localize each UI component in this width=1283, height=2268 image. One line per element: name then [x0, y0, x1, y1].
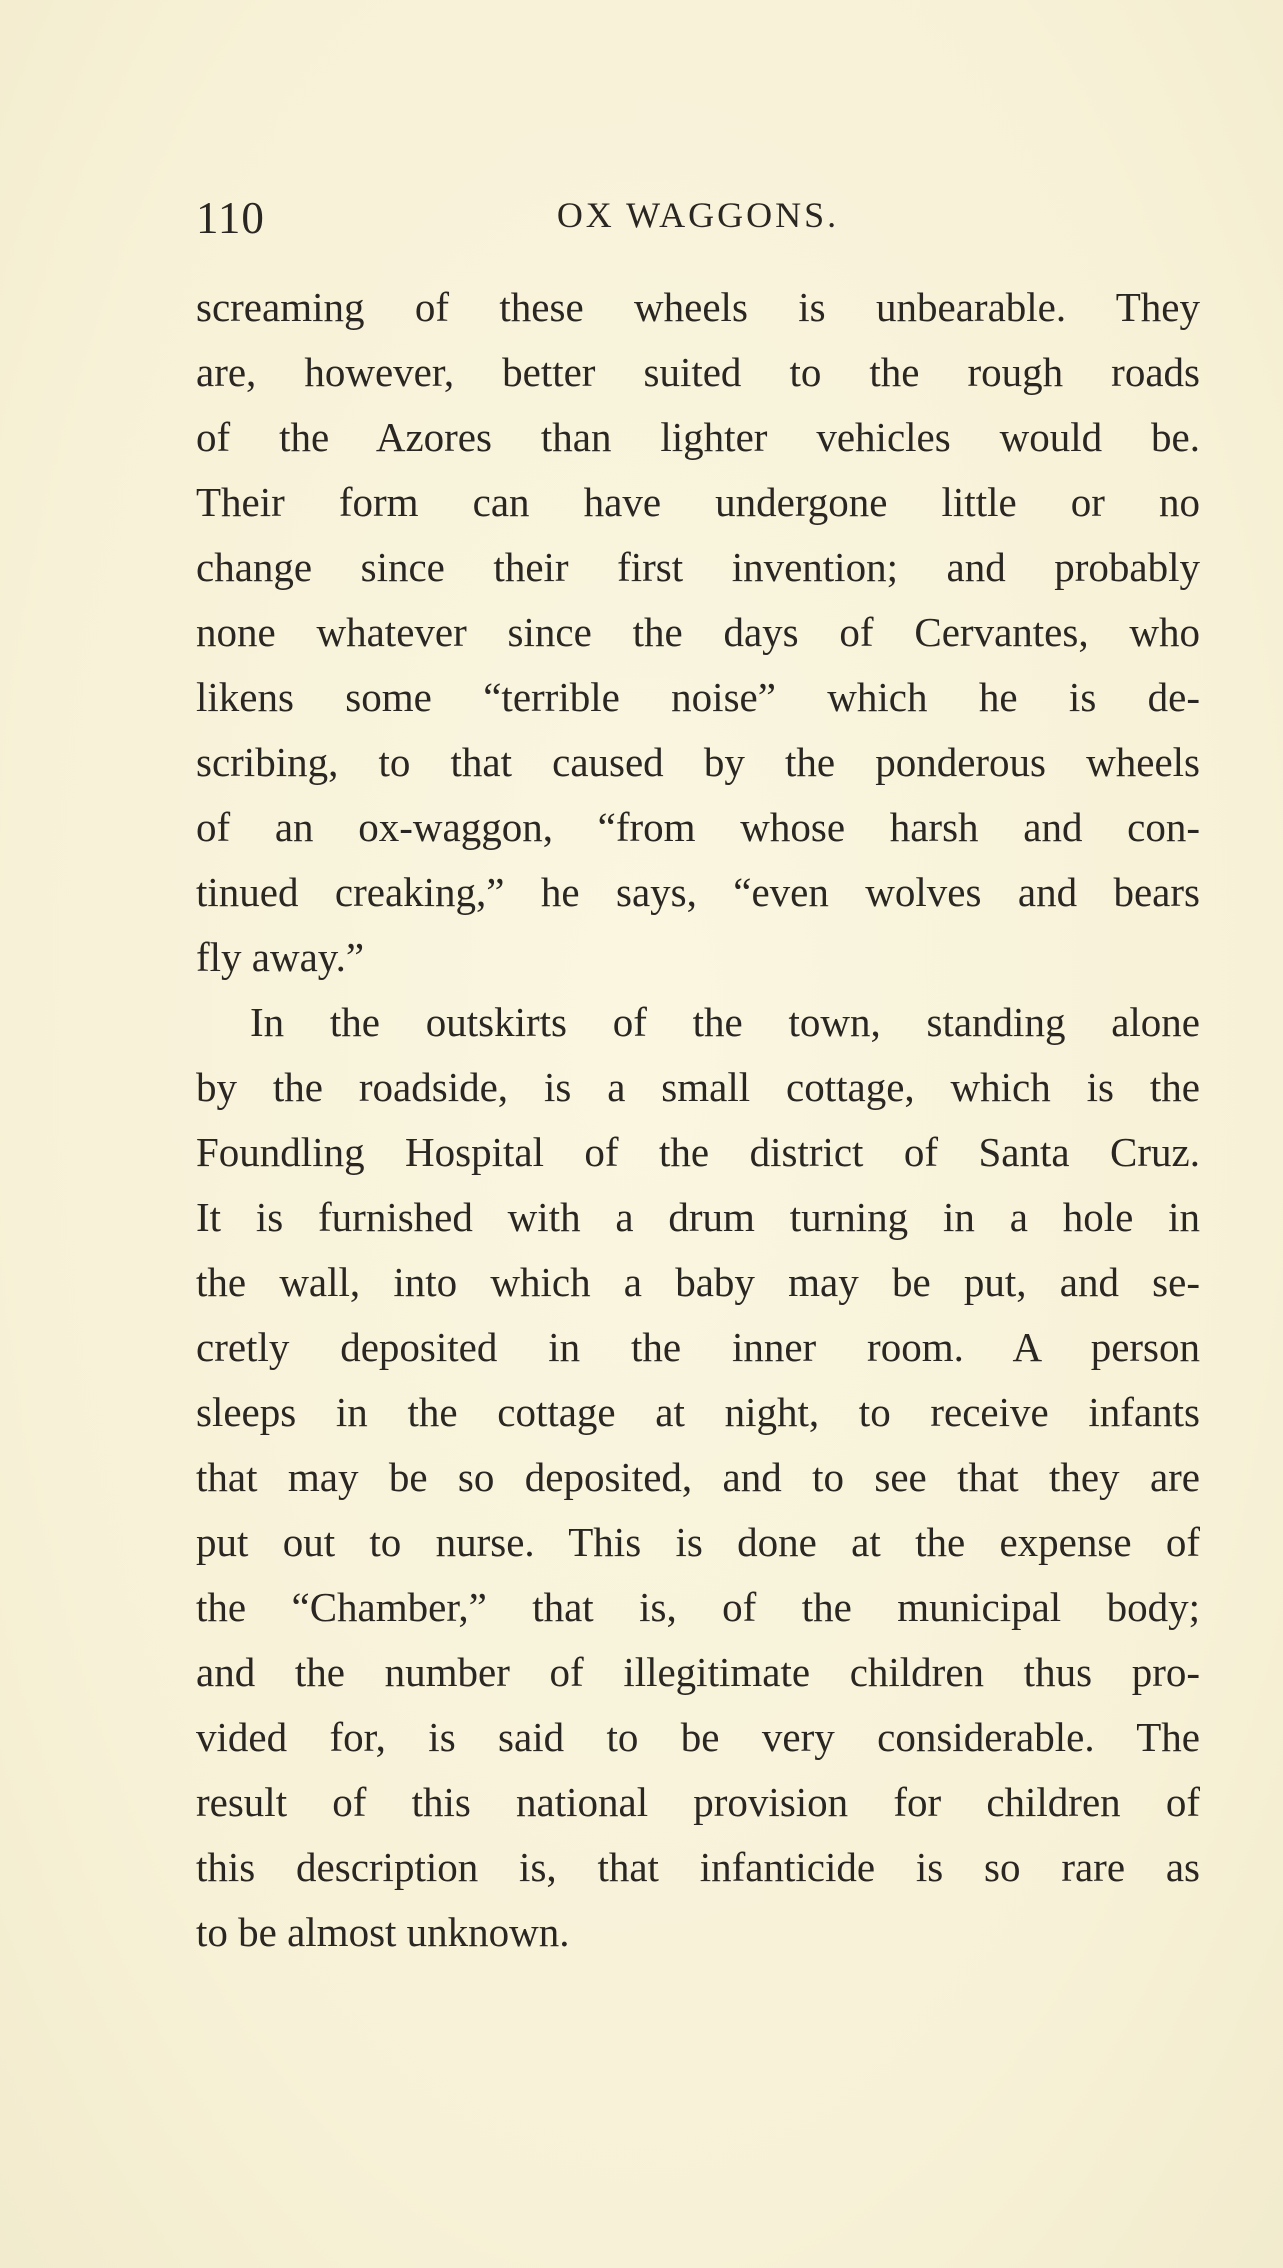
text-line: the “Chamber,” that is, of the municipal body;: [196, 1584, 1200, 1630]
text-line: by the roadside, is a small cottage, which is the: [196, 1064, 1200, 1110]
text-line: are, however, better suited to the rough roads: [196, 349, 1200, 395]
text-line: Their form can have undergone little or no: [196, 479, 1200, 525]
text-line: none whatever since the days of Cervantes, who: [196, 609, 1200, 655]
text-line: Foundling Hospital of the district of Santa Cruz.: [196, 1129, 1200, 1175]
body-text: [196, 275, 1200, 1965]
text-line: likens some “terrible noise” which he is de-: [196, 674, 1200, 720]
text-line: of an ox-waggon, “from whose harsh and con-: [196, 804, 1200, 850]
running-head: [196, 192, 1200, 252]
text-line: scribing, to that caused by the ponderous wheels: [196, 739, 1200, 785]
text-line: that may be so deposited, and to see that they are: [196, 1454, 1200, 1500]
text-line: this description is, that infanticide is so rare as: [196, 1844, 1200, 1890]
text-line: tinued creaking,” he says, “even wolves and bears: [196, 869, 1200, 915]
text-line: It is furnished with a drum turning in a hole in: [196, 1194, 1200, 1240]
paragraph-last-line: fly away.”: [196, 934, 365, 980]
text-line: put out to nurse. This is done at the expense of: [196, 1519, 1200, 1565]
text-line: sleeps in the cottage at night, to receive infants: [196, 1389, 1200, 1435]
text-line: screaming of these wheels is unbearable. They: [196, 284, 1200, 330]
page-number: 110: [196, 193, 265, 243]
paragraph-last-line: to be almost unknown.: [196, 1909, 570, 1955]
text-line: the wall, into which a baby may be put, and se-: [196, 1259, 1200, 1305]
text-line: cretly deposited in the inner room. A person: [196, 1324, 1200, 1370]
text-line: and the number of illegitimate children thus pro-: [196, 1649, 1200, 1695]
running-title: OX WAGGONS.: [556, 195, 840, 235]
paragraph-first-line: In the outskirts of the town, standing alone: [250, 999, 1200, 1045]
text-line: vided for, is said to be very considerable. The: [196, 1714, 1200, 1760]
text-line: result of this national provision for children of: [196, 1779, 1200, 1825]
text-line: of the Azores than lighter vehicles would be.: [196, 414, 1200, 460]
text-line: change since their first invention; and probably: [196, 544, 1200, 590]
